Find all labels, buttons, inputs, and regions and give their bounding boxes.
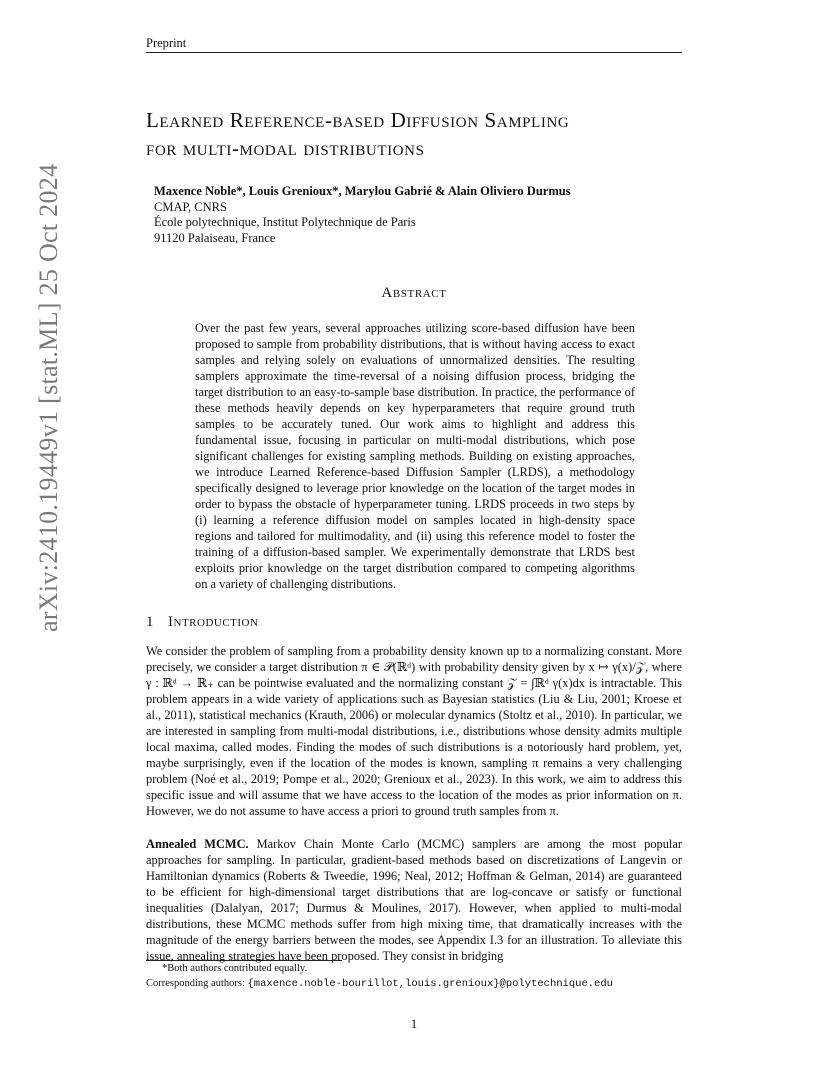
section-title: Introduction — [168, 614, 259, 630]
title-line-2: for multi-modal distributions — [146, 136, 425, 160]
corresponding-emails[interactable]: {maxence.noble-bourillot,louis.grenioux}@polytechnique.edu — [247, 978, 613, 990]
intro-paragraph: We consider the problem of sampling from a probability density known up to a normalizing constant. More precisely, we consider a target distribution π ∈ 𝒫(ℝᵈ) with probability density given by x ↦ γ(x)/𝒵, where γ : ℝᵈ → ℝ₊ can be pointwise evaluated and the normalizing constant 𝒵 = ∫ℝᵈ γ(x)dx is intractable. This problem appears in a wide variety of applications such as Bayesian statistics (Liu & Liu, 2001; Kroese et al., 2011), statistical mechanics (Krauth, 2006) or molecular dynamics (Stoltz et al., 2010). In particular, we are interested in sampling from multi-modal distributions, i.e., distributions whose density admits multiple local maxima, called modes. Finding the modes of such distributions is a notoriously hard problem, yet, maybe surprisingly, even if the location of the modes is known, sampling π remains a very challenging problem (Noé et al., 2019; Pompe et al., 2020; Grenioux et al., 2023). In this work, we aim to address this specific issue and will assume that we have access to the location of the modes as prior information on π. However, we do not assume to have access a priori to ground truth samples from π. — [146, 644, 682, 818]
title-line-1: Learned Reference-based Diffusion Sampling — [146, 108, 570, 132]
author-block — [154, 184, 674, 246]
affiliation-2: École polytechnique, Institut Polytechnique de Paris — [154, 215, 416, 229]
arxiv-stamp[interactable]: arXiv:2410.19449v1 [stat.ML] 25 Oct 2024 — [34, 163, 63, 632]
footnote-corresponding — [146, 978, 613, 990]
paper-title — [146, 106, 706, 162]
author-names: Maxence Noble*, Louis Grenioux*, Marylou Gabrié & Alain Oliviero Durmus — [154, 184, 571, 198]
running-header: Preprint — [146, 36, 187, 50]
section-heading — [146, 614, 258, 631]
section-number: 1 — [146, 614, 154, 630]
paragraph-text: Markov Chain Monte Carlo (MCMC) samplers are among the most popular approaches for sampling. In particular, gradient-based methods based on discretizations of Langevin or Hamiltonian dynamics (Roberts & Tweedie, 1996; Neal, 2012; Hoffman & Gelman, 2014) are guaranteed to be efficient for high-dimensional target distributions that are log-concave or satisfy or functional inequalities (Dalalyan, 2017; Durmus & Moulines, 2017). However, when applied to multi-modal distributions, these MCMC methods suffer from high mixing time, that dramatically increases with the magnitude of the energy barriers between the modes, see Appendix I.3 for an illustration. To alleviate this issue, annealing strategies have been proposed. They consist in bridging — [146, 837, 682, 963]
abstract-heading: Abstract — [381, 285, 447, 301]
affiliation-3: 91120 Palaiseau, France — [154, 230, 276, 245]
footnote-equal-contribution: *Both authors contributed equally. — [162, 963, 308, 974]
paragraph-lead: Annealed MCMC. — [146, 837, 249, 851]
mcmc-paragraph — [146, 836, 682, 964]
affiliation-1: CMAP, CNRS — [154, 199, 227, 214]
footnote-prefix: Corresponding authors: — [146, 978, 248, 989]
page-number: 1 — [410, 1017, 418, 1031]
footnote-rule — [146, 960, 342, 961]
abstract-text: Over the past few years, several approaches utilizing score-based diffusion have been proposed to sample from probability distributions, that is without having access to exact samples and relying solely on evaluations of unnormalized densities. The resulting samplers approximate the time-reversal of a noising diffusion process, bridging the target distribution to an easy-to-sample base distribution. In practice, the performance of these methods heavily depends on key hyperparameters that require ground truth samples to be accurately tuned. Our work aims to highlight and address this fundamental issue, focusing in particular on multi-modal distributions, which pose significant challenges for existing sampling methods. Building on existing approaches, we introduce Learned Reference-based Diffusion Sampler (LRDS), a methodology specifically designed to leverage prior knowledge on the location of the target modes in order to bypass the obstacle of hyperparameter tuning. LRDS proceeds in two steps by (i) learning a reference diffusion model on samples located in high-density space regions and tailored for multimodality, and (ii) using this reference model to foster the training of a diffusion-based sampler. We experimentally demonstrate that LRDS best exploits prior knowledge on the target distribution compared to competing algorithms on a variety of challenging distributions. — [195, 321, 635, 591]
header-rule — [146, 52, 682, 53]
